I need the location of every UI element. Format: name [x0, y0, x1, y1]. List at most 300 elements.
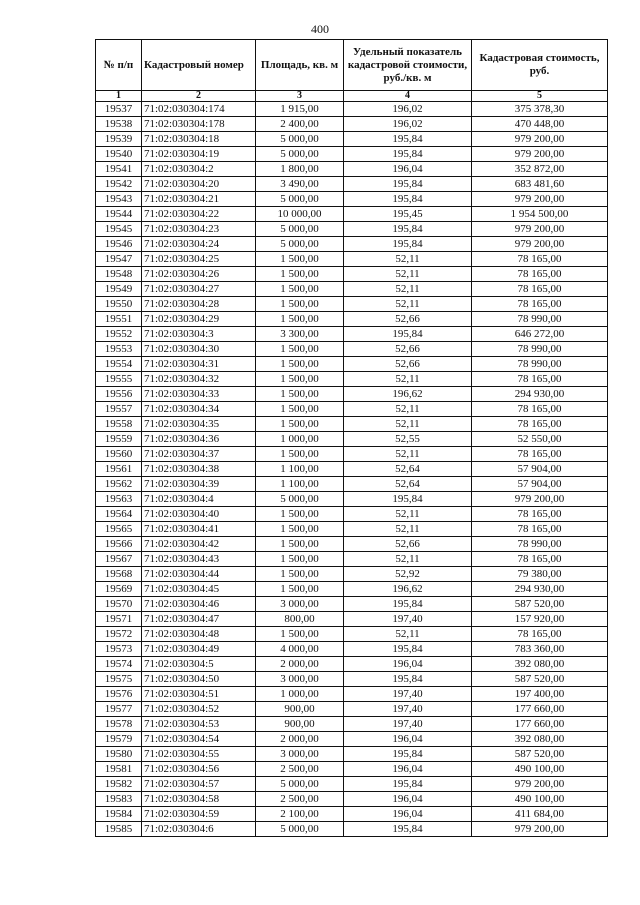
table-row — [96, 207, 608, 222]
row-number-cell: 19563 — [96, 492, 142, 507]
specific-rate-cell: 52,11 — [344, 282, 472, 297]
cadastral-number-cell: 71:02:030304:33 — [142, 387, 256, 402]
specific-rate-cell: 195,84 — [344, 237, 472, 252]
cadastral-number-cell: 71:02:030304:56 — [142, 762, 256, 777]
table-row — [96, 282, 608, 297]
cadastral-cost-cell: 783 360,00 — [472, 642, 608, 657]
area-cell: 1 500,00 — [256, 342, 344, 357]
table-row — [96, 162, 608, 177]
page-number: 400 — [311, 22, 329, 36]
specific-rate-cell: 195,84 — [344, 192, 472, 207]
cadastral-number-cell: 71:02:030304:27 — [142, 282, 256, 297]
table-row — [96, 267, 608, 282]
area-cell: 3 000,00 — [256, 597, 344, 612]
row-number-cell: 19552 — [96, 327, 142, 342]
area-cell: 2 000,00 — [256, 732, 344, 747]
table-row — [96, 747, 608, 762]
table-row — [96, 642, 608, 657]
cadastral-cost-cell: 78 165,00 — [472, 267, 608, 282]
area-cell: 5 000,00 — [256, 147, 344, 162]
area-cell: 2 500,00 — [256, 792, 344, 807]
area-cell: 1 500,00 — [256, 372, 344, 387]
area-cell: 1 500,00 — [256, 582, 344, 597]
area-cell: 5 000,00 — [256, 492, 344, 507]
specific-rate-cell: 197,40 — [344, 687, 472, 702]
area-cell: 3 490,00 — [256, 177, 344, 192]
cadastral-number-cell: 71:02:030304:2 — [142, 162, 256, 177]
cadastral-number-cell: 71:02:030304:48 — [142, 627, 256, 642]
cadastral-cost-cell: 78 165,00 — [472, 552, 608, 567]
cadastral-number-cell: 71:02:030304:49 — [142, 642, 256, 657]
specific-rate-cell: 52,11 — [344, 552, 472, 567]
cadastral-number-cell: 71:02:030304:44 — [142, 567, 256, 582]
specific-rate-cell: 52,55 — [344, 432, 472, 447]
cadastral-cost-cell: 979 200,00 — [472, 492, 608, 507]
row-number-cell: 19539 — [96, 132, 142, 147]
specific-rate-cell: 195,84 — [344, 132, 472, 147]
specific-rate-cell: 52,66 — [344, 537, 472, 552]
cadastral-cost-cell: 979 200,00 — [472, 237, 608, 252]
area-cell: 1 500,00 — [256, 537, 344, 552]
row-number-cell: 19560 — [96, 447, 142, 462]
row-number-cell: 19585 — [96, 822, 142, 837]
row-number-cell: 19561 — [96, 462, 142, 477]
row-number-cell: 19555 — [96, 372, 142, 387]
row-number-cell: 19543 — [96, 192, 142, 207]
row-number-cell: 19583 — [96, 792, 142, 807]
specific-rate-cell: 196,62 — [344, 582, 472, 597]
row-number-cell: 19571 — [96, 612, 142, 627]
table-row — [96, 147, 608, 162]
cadastral-number-cell: 71:02:030304:23 — [142, 222, 256, 237]
row-number-cell: 19549 — [96, 282, 142, 297]
table-row — [96, 807, 608, 822]
cadastral-number-cell: 71:02:030304:34 — [142, 402, 256, 417]
cadastral-cost-cell: 78 990,00 — [472, 312, 608, 327]
cadastral-cost-cell: 352 872,00 — [472, 162, 608, 177]
row-number-cell: 19542 — [96, 177, 142, 192]
cadastral-number-cell: 71:02:030304:55 — [142, 747, 256, 762]
cadastral-number-cell: 71:02:030304:19 — [142, 147, 256, 162]
table-body — [96, 102, 608, 837]
row-number-cell: 19566 — [96, 537, 142, 552]
cadastral-cost-cell: 78 165,00 — [472, 522, 608, 537]
cadastral-cost-cell: 177 660,00 — [472, 717, 608, 732]
row-number-cell: 19584 — [96, 807, 142, 822]
cadastral-number-cell: 71:02:030304:50 — [142, 672, 256, 687]
column-number: 2 — [142, 91, 256, 102]
specific-rate-cell: 52,11 — [344, 447, 472, 462]
cadastral-number-cell: 71:02:030304:5 — [142, 657, 256, 672]
table-row — [96, 627, 608, 642]
cadastral-cost-cell: 57 904,00 — [472, 462, 608, 477]
cadastral-number-cell: 71:02:030304:178 — [142, 117, 256, 132]
cadastral-number-cell: 71:02:030304:6 — [142, 822, 256, 837]
cadastral-number-cell: 71:02:030304:41 — [142, 522, 256, 537]
table-row — [96, 582, 608, 597]
area-cell: 1 500,00 — [256, 387, 344, 402]
row-number-cell: 19541 — [96, 162, 142, 177]
row-number-cell: 19557 — [96, 402, 142, 417]
row-number-cell: 19564 — [96, 507, 142, 522]
area-cell: 1 500,00 — [256, 357, 344, 372]
area-cell: 1 500,00 — [256, 402, 344, 417]
cadastral-cost-cell: 979 200,00 — [472, 147, 608, 162]
cadastral-number-cell: 71:02:030304:18 — [142, 132, 256, 147]
row-number-cell: 19548 — [96, 267, 142, 282]
specific-rate-cell: 52,66 — [344, 312, 472, 327]
area-cell: 1 915,00 — [256, 102, 344, 117]
column-number: 1 — [96, 91, 142, 102]
row-number-cell: 19558 — [96, 417, 142, 432]
cadastral-number-cell: 71:02:030304:4 — [142, 492, 256, 507]
cadastral-number-cell: 71:02:030304:47 — [142, 612, 256, 627]
header-cost: Кадастровая стоимость, руб. — [472, 40, 608, 91]
table-row — [96, 672, 608, 687]
table-row — [96, 327, 608, 342]
specific-rate-cell: 52,11 — [344, 417, 472, 432]
specific-rate-cell: 195,84 — [344, 642, 472, 657]
cadastral-cost-cell: 294 930,00 — [472, 387, 608, 402]
area-cell: 900,00 — [256, 717, 344, 732]
specific-rate-cell: 196,04 — [344, 807, 472, 822]
row-number-cell: 19568 — [96, 567, 142, 582]
row-number-cell: 19569 — [96, 582, 142, 597]
row-number-cell: 19538 — [96, 117, 142, 132]
area-cell: 1 500,00 — [256, 522, 344, 537]
cadastral-number-cell: 71:02:030304:29 — [142, 312, 256, 327]
cadastral-cost-cell: 392 080,00 — [472, 657, 608, 672]
cadastral-cost-cell: 52 550,00 — [472, 432, 608, 447]
cadastral-cost-cell: 78 165,00 — [472, 297, 608, 312]
specific-rate-cell: 52,92 — [344, 567, 472, 582]
specific-rate-cell: 195,84 — [344, 492, 472, 507]
row-number-cell: 19547 — [96, 252, 142, 267]
table-row — [96, 117, 608, 132]
cadastral-number-cell: 71:02:030304:51 — [142, 687, 256, 702]
table-row — [96, 717, 608, 732]
row-number-cell: 19545 — [96, 222, 142, 237]
row-number-cell: 19581 — [96, 762, 142, 777]
area-cell: 1 500,00 — [256, 267, 344, 282]
table-row — [96, 522, 608, 537]
row-number-cell: 19540 — [96, 147, 142, 162]
row-number-cell: 19559 — [96, 432, 142, 447]
row-number-cell: 19578 — [96, 717, 142, 732]
row-number-cell: 19544 — [96, 207, 142, 222]
table-row — [96, 177, 608, 192]
specific-rate-cell: 52,11 — [344, 627, 472, 642]
cadastral-cost-cell: 197 400,00 — [472, 687, 608, 702]
table-row — [96, 597, 608, 612]
specific-rate-cell: 52,11 — [344, 297, 472, 312]
row-number-cell: 19580 — [96, 747, 142, 762]
specific-rate-cell: 196,62 — [344, 387, 472, 402]
cadastral-cost-cell: 979 200,00 — [472, 822, 608, 837]
area-cell: 1 500,00 — [256, 627, 344, 642]
cadastral-number-cell: 71:02:030304:32 — [142, 372, 256, 387]
row-number-cell: 19556 — [96, 387, 142, 402]
specific-rate-cell: 52,11 — [344, 252, 472, 267]
area-cell: 1 100,00 — [256, 477, 344, 492]
cadastral-number-cell: 71:02:030304:38 — [142, 462, 256, 477]
cadastral-number-cell: 71:02:030304:45 — [142, 582, 256, 597]
cadastral-number-cell: 71:02:030304:24 — [142, 237, 256, 252]
cadastral-cost-cell: 1 954 500,00 — [472, 207, 608, 222]
cadastral-number-cell: 71:02:030304:43 — [142, 552, 256, 567]
table-row — [96, 372, 608, 387]
column-number: 5 — [472, 91, 608, 102]
area-cell: 1 000,00 — [256, 687, 344, 702]
cadastral-number-cell: 71:02:030304:3 — [142, 327, 256, 342]
cadastral-number-cell: 71:02:030304:52 — [142, 702, 256, 717]
cadastral-number-cell: 71:02:030304:26 — [142, 267, 256, 282]
area-cell: 2 100,00 — [256, 807, 344, 822]
cadastre-table — [95, 39, 608, 837]
table-row — [96, 537, 608, 552]
cadastral-cost-cell: 57 904,00 — [472, 477, 608, 492]
cadastral-cost-cell: 979 200,00 — [472, 222, 608, 237]
area-cell: 1 000,00 — [256, 432, 344, 447]
table-row — [96, 792, 608, 807]
table-row — [96, 102, 608, 117]
row-number-cell: 19579 — [96, 732, 142, 747]
specific-rate-cell: 52,66 — [344, 357, 472, 372]
cadastral-cost-cell: 78 165,00 — [472, 417, 608, 432]
specific-rate-cell: 196,04 — [344, 657, 472, 672]
area-cell: 10 000,00 — [256, 207, 344, 222]
row-number-cell: 19554 — [96, 357, 142, 372]
cadastral-number-cell: 71:02:030304:46 — [142, 597, 256, 612]
cadastral-cost-cell: 78 165,00 — [472, 507, 608, 522]
table-row — [96, 312, 608, 327]
table-row — [96, 402, 608, 417]
row-number-cell: 19576 — [96, 687, 142, 702]
specific-rate-cell: 195,84 — [344, 747, 472, 762]
table-row — [96, 222, 608, 237]
table-row — [96, 612, 608, 627]
cadastral-number-cell: 71:02:030304:174 — [142, 102, 256, 117]
cadastral-number-cell: 71:02:030304:57 — [142, 777, 256, 792]
specific-rate-cell: 52,11 — [344, 507, 472, 522]
area-cell: 1 500,00 — [256, 252, 344, 267]
cadastral-cost-cell: 979 200,00 — [472, 192, 608, 207]
cadastral-number-cell: 71:02:030304:42 — [142, 537, 256, 552]
row-number-cell: 19562 — [96, 477, 142, 492]
cadastral-number-cell: 71:02:030304:39 — [142, 477, 256, 492]
cadastral-cost-cell: 78 990,00 — [472, 342, 608, 357]
cadastral-cost-cell: 392 080,00 — [472, 732, 608, 747]
specific-rate-cell: 196,04 — [344, 762, 472, 777]
cadastral-number-cell: 71:02:030304:30 — [142, 342, 256, 357]
header-row — [96, 40, 608, 91]
cadastral-cost-cell: 490 100,00 — [472, 792, 608, 807]
area-cell: 1 500,00 — [256, 447, 344, 462]
area-cell: 5 000,00 — [256, 777, 344, 792]
area-cell: 4 000,00 — [256, 642, 344, 657]
area-cell: 2 000,00 — [256, 657, 344, 672]
cadastral-number-cell: 71:02:030304:22 — [142, 207, 256, 222]
row-number-cell: 19574 — [96, 657, 142, 672]
cadastral-number-cell: 71:02:030304:21 — [142, 192, 256, 207]
table-row — [96, 192, 608, 207]
specific-rate-cell: 195,84 — [344, 327, 472, 342]
table-row — [96, 432, 608, 447]
table-row — [96, 732, 608, 747]
table-row — [96, 477, 608, 492]
table-row — [96, 417, 608, 432]
row-number-cell: 19553 — [96, 342, 142, 357]
cadastral-cost-cell: 646 272,00 — [472, 327, 608, 342]
area-cell: 2 500,00 — [256, 762, 344, 777]
cadastral-number-cell: 71:02:030304:53 — [142, 717, 256, 732]
specific-rate-cell: 52,64 — [344, 462, 472, 477]
cadastral-cost-cell: 979 200,00 — [472, 777, 608, 792]
specific-rate-cell: 196,02 — [344, 102, 472, 117]
area-cell: 1 500,00 — [256, 567, 344, 582]
cadastral-cost-cell: 587 520,00 — [472, 672, 608, 687]
table-row — [96, 507, 608, 522]
table-row — [96, 492, 608, 507]
table-row — [96, 552, 608, 567]
table-row — [96, 132, 608, 147]
cadastral-cost-cell: 78 165,00 — [472, 627, 608, 642]
area-cell: 1 800,00 — [256, 162, 344, 177]
specific-rate-cell: 195,45 — [344, 207, 472, 222]
cadastral-number-cell: 71:02:030304:59 — [142, 807, 256, 822]
specific-rate-cell: 196,04 — [344, 162, 472, 177]
cadastral-cost-cell: 411 684,00 — [472, 807, 608, 822]
cadastral-cost-cell: 470 448,00 — [472, 117, 608, 132]
row-number-cell: 19575 — [96, 672, 142, 687]
specific-rate-cell: 195,84 — [344, 822, 472, 837]
specific-rate-cell: 196,04 — [344, 792, 472, 807]
cadastral-number-cell: 71:02:030304:40 — [142, 507, 256, 522]
area-cell: 1 500,00 — [256, 507, 344, 522]
cadastral-number-cell: 71:02:030304:37 — [142, 447, 256, 462]
row-number-cell: 19572 — [96, 627, 142, 642]
cadastral-cost-cell: 294 930,00 — [472, 582, 608, 597]
table-header — [96, 40, 608, 102]
table-row — [96, 342, 608, 357]
area-cell: 800,00 — [256, 612, 344, 627]
specific-rate-cell: 197,40 — [344, 717, 472, 732]
specific-rate-cell: 195,84 — [344, 177, 472, 192]
cadastral-cost-cell: 78 165,00 — [472, 252, 608, 267]
table-row — [96, 387, 608, 402]
row-number-cell: 19582 — [96, 777, 142, 792]
specific-rate-cell: 52,66 — [344, 342, 472, 357]
cadastral-number-cell: 71:02:030304:20 — [142, 177, 256, 192]
specific-rate-cell: 196,04 — [344, 732, 472, 747]
row-number-cell: 19577 — [96, 702, 142, 717]
table-row — [96, 447, 608, 462]
specific-rate-cell: 195,84 — [344, 672, 472, 687]
area-cell: 1 500,00 — [256, 417, 344, 432]
cadastral-number-cell: 71:02:030304:36 — [142, 432, 256, 447]
table-row — [96, 657, 608, 672]
column-number: 3 — [256, 91, 344, 102]
cadastral-number-cell: 71:02:030304:31 — [142, 357, 256, 372]
cadastral-cost-cell: 375 378,30 — [472, 102, 608, 117]
area-cell: 1 500,00 — [256, 282, 344, 297]
table-row — [96, 567, 608, 582]
row-number-cell: 19537 — [96, 102, 142, 117]
cadastral-cost-cell: 78 165,00 — [472, 402, 608, 417]
row-number-cell: 19567 — [96, 552, 142, 567]
header-area: Площадь, кв. м — [256, 40, 344, 91]
cadastral-cost-cell: 683 481,60 — [472, 177, 608, 192]
cadastral-number-cell: 71:02:030304:58 — [142, 792, 256, 807]
table-row — [96, 687, 608, 702]
cadastral-cost-cell: 78 165,00 — [472, 282, 608, 297]
table-row — [96, 357, 608, 372]
specific-rate-cell: 195,84 — [344, 597, 472, 612]
header-rate: Удельный показатель кадастровой стоимости, руб./кв. м — [344, 40, 472, 91]
table-row — [96, 297, 608, 312]
cadastral-cost-cell: 78 990,00 — [472, 537, 608, 552]
table-row — [96, 237, 608, 252]
area-cell: 3 000,00 — [256, 672, 344, 687]
column-number-row — [96, 91, 608, 102]
area-cell: 5 000,00 — [256, 237, 344, 252]
specific-rate-cell: 195,84 — [344, 147, 472, 162]
area-cell: 5 000,00 — [256, 192, 344, 207]
specific-rate-cell: 52,11 — [344, 522, 472, 537]
header-cadastral-number: Кадастровый номер — [142, 40, 256, 91]
cadastral-number-cell: 71:02:030304:28 — [142, 297, 256, 312]
specific-rate-cell: 197,40 — [344, 612, 472, 627]
table-row — [96, 822, 608, 837]
area-cell: 1 500,00 — [256, 552, 344, 567]
row-number-cell: 19573 — [96, 642, 142, 657]
cadastral-cost-cell: 587 520,00 — [472, 747, 608, 762]
specific-rate-cell: 52,11 — [344, 372, 472, 387]
area-cell: 3 000,00 — [256, 747, 344, 762]
area-cell: 1 500,00 — [256, 312, 344, 327]
specific-rate-cell: 52,64 — [344, 477, 472, 492]
specific-rate-cell: 197,40 — [344, 702, 472, 717]
table-row — [96, 702, 608, 717]
specific-rate-cell: 52,11 — [344, 402, 472, 417]
cadastral-cost-cell: 587 520,00 — [472, 597, 608, 612]
specific-rate-cell: 196,02 — [344, 117, 472, 132]
area-cell: 3 300,00 — [256, 327, 344, 342]
area-cell: 1 100,00 — [256, 462, 344, 477]
area-cell: 2 400,00 — [256, 117, 344, 132]
row-number-cell: 19565 — [96, 522, 142, 537]
cadastral-cost-cell: 490 100,00 — [472, 762, 608, 777]
row-number-cell: 19546 — [96, 237, 142, 252]
cadastral-cost-cell: 979 200,00 — [472, 132, 608, 147]
specific-rate-cell: 52,11 — [344, 267, 472, 282]
cadastral-cost-cell: 78 165,00 — [472, 447, 608, 462]
row-number-cell: 19570 — [96, 597, 142, 612]
row-number-cell: 19551 — [96, 312, 142, 327]
cadastral-cost-cell: 177 660,00 — [472, 702, 608, 717]
specific-rate-cell: 195,84 — [344, 222, 472, 237]
cadastral-cost-cell: 79 380,00 — [472, 567, 608, 582]
table-row — [96, 462, 608, 477]
cadastral-cost-cell: 157 920,00 — [472, 612, 608, 627]
header-n: № п/п — [96, 40, 142, 91]
column-number: 4 — [344, 91, 472, 102]
cadastral-number-cell: 71:02:030304:35 — [142, 417, 256, 432]
area-cell: 900,00 — [256, 702, 344, 717]
table-row — [96, 777, 608, 792]
table-row — [96, 762, 608, 777]
area-cell: 5 000,00 — [256, 822, 344, 837]
